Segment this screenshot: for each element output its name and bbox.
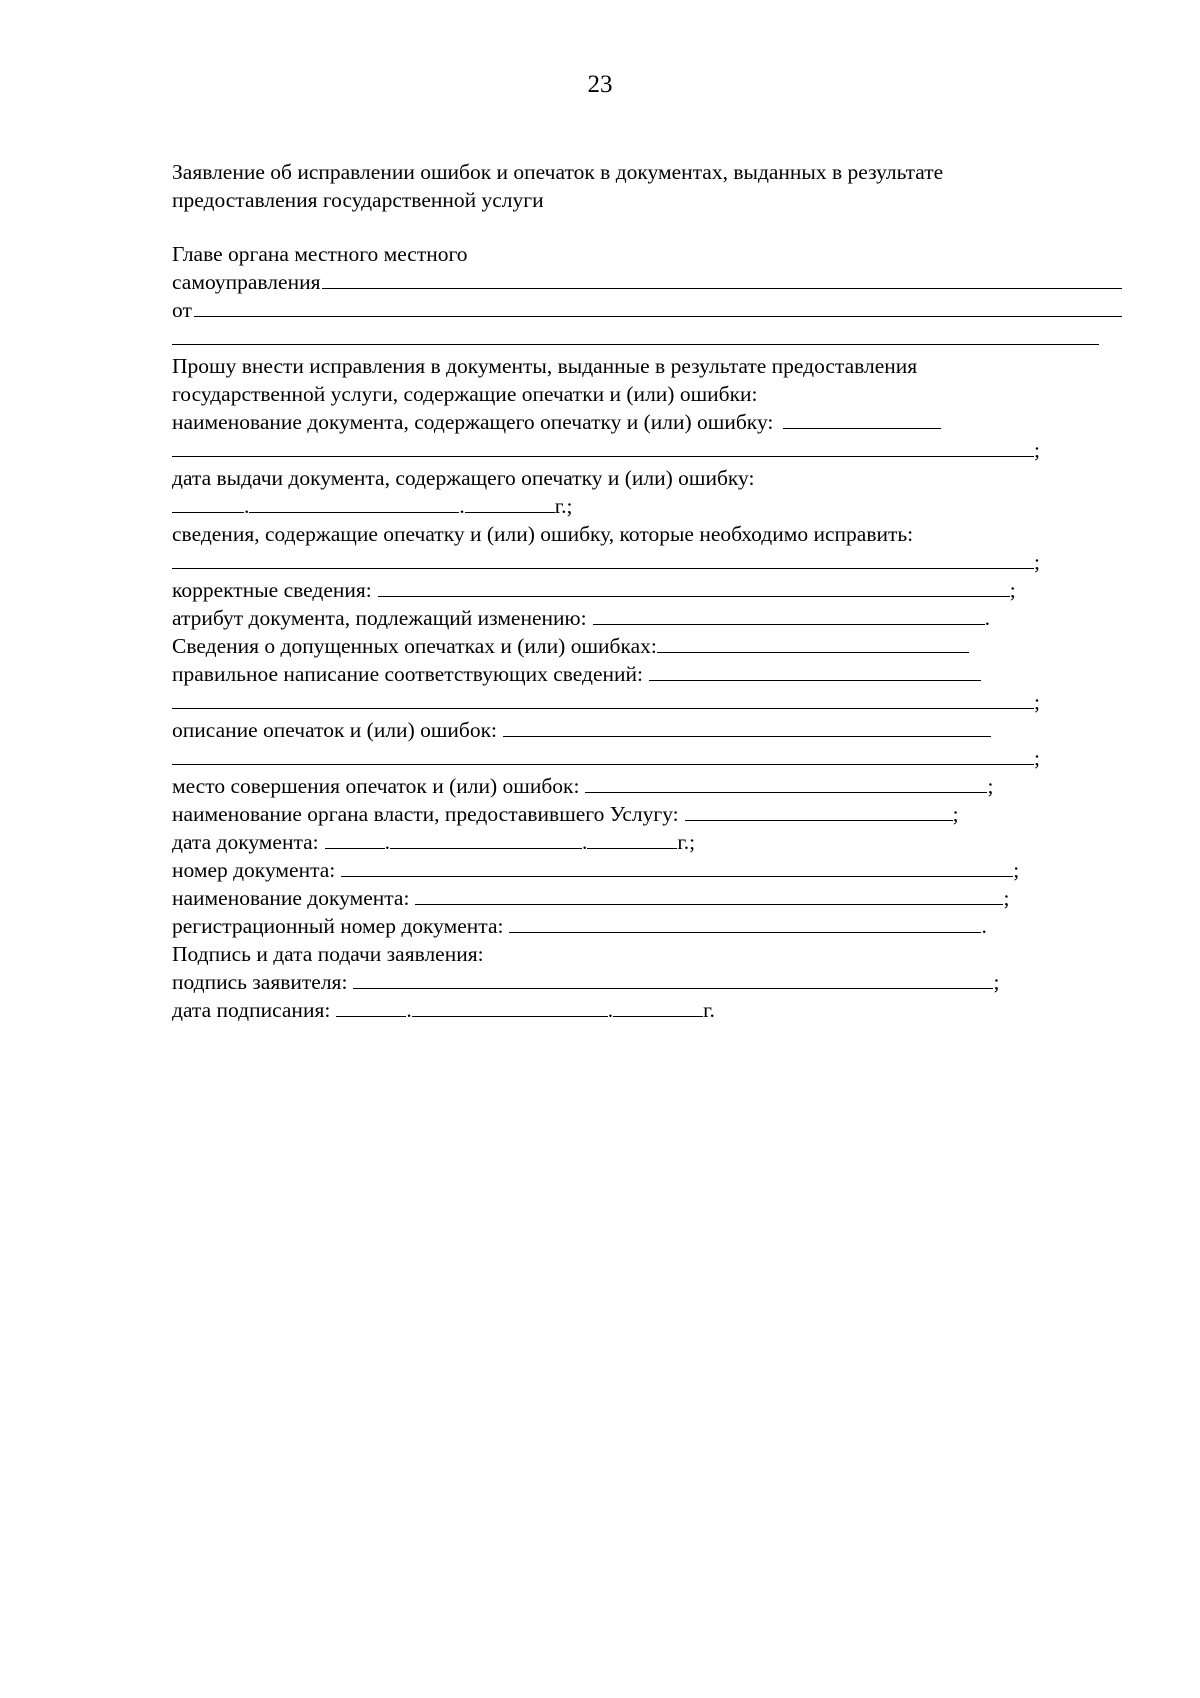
authority-label: наименование органа власти, предоставившего Услугу: xyxy=(172,802,679,826)
recipient-line-4 xyxy=(172,324,1122,352)
doc-title-label: наименование документа: xyxy=(172,886,410,910)
recipient-line-1 xyxy=(172,240,1122,268)
info-to-fix-line xyxy=(172,520,1072,548)
date-dot: . xyxy=(607,998,614,1022)
doc-day-blank[interactable] xyxy=(325,828,385,849)
request-line-2 xyxy=(172,380,1072,408)
recipient-block xyxy=(172,240,1122,352)
document-title xyxy=(172,158,1092,214)
doc-name-line xyxy=(172,408,1072,436)
doc-date-line xyxy=(172,828,1072,856)
correct-info-line xyxy=(172,576,1072,604)
issue-date-line xyxy=(172,464,1072,492)
info-to-fix-fields xyxy=(172,548,1072,576)
date-dot: . xyxy=(582,830,588,854)
title-line-2: предоставления государственной услуги xyxy=(172,188,544,212)
period: . xyxy=(981,914,987,938)
typo-place-label: место совершения опечаток и (или) ошибок: xyxy=(172,774,580,798)
reg-number-blank[interactable] xyxy=(509,912,981,933)
title-line-1: Заявление об исправлении ошибок и опечаток в документах, выданных в результате xyxy=(172,160,944,184)
issue-day-blank[interactable] xyxy=(172,492,244,513)
semicolon: ; xyxy=(987,774,994,798)
doc-month-blank[interactable] xyxy=(390,828,582,849)
applicant-signature-blank[interactable] xyxy=(353,968,993,989)
signing-date-line xyxy=(172,996,1072,1024)
recipient-label: Главе органа местного местного xyxy=(172,242,468,266)
from-blank-continued[interactable] xyxy=(172,324,1099,345)
correct-info-blank[interactable] xyxy=(378,576,1010,597)
correct-spelling-label: правильное написание соответствующих сведений: xyxy=(172,662,644,686)
typo-place-blank[interactable] xyxy=(585,772,987,793)
semicolon: ; xyxy=(1034,550,1040,574)
signing-year-blank[interactable] xyxy=(613,996,703,1017)
year-suffix: г.; xyxy=(554,494,573,518)
from-label: от xyxy=(172,298,192,322)
period: . xyxy=(984,606,990,630)
correct-info-label: корректные сведения: xyxy=(172,578,372,602)
applicant-signature-line xyxy=(172,968,1072,996)
reg-number-line xyxy=(172,912,1072,940)
signature-heading-line xyxy=(172,940,1072,968)
signing-date-label: дата подписания: xyxy=(172,998,331,1022)
recipient-line-3 xyxy=(172,296,1122,324)
semicolon: ; xyxy=(1009,578,1016,602)
typo-description-line xyxy=(172,716,1072,744)
authority-line xyxy=(172,800,1072,828)
semicolon: ; xyxy=(993,970,1000,994)
typos-info-line xyxy=(172,632,1072,660)
semicolon: ; xyxy=(1013,858,1020,882)
signing-month-blank[interactable] xyxy=(412,996,608,1017)
typo-description-line-2 xyxy=(172,744,1072,772)
typo-description-blank[interactable] xyxy=(503,716,991,737)
correct-spelling-line xyxy=(172,660,1072,688)
date-dot: . xyxy=(244,494,250,518)
typos-info-label: Сведения о допущенных опечатках и (или) ошибках: xyxy=(172,634,657,658)
date-dot: . xyxy=(459,494,465,518)
doc-number-line xyxy=(172,856,1072,884)
doc-title-line xyxy=(172,884,1072,912)
self-government-blank[interactable] xyxy=(322,268,1122,289)
semicolon: ; xyxy=(1003,886,1010,910)
date-dot: . xyxy=(384,830,391,854)
doc-title-blank[interactable] xyxy=(415,884,1003,905)
reg-number-label: регистрационный номер документа: xyxy=(172,914,504,938)
typo-place-line xyxy=(172,772,1072,800)
doc-name-blank-2[interactable] xyxy=(172,436,1034,457)
attribute-label: атрибут документа, подлежащий изменению: xyxy=(172,606,587,630)
application-form xyxy=(172,352,1072,1024)
correct-spelling-line-2 xyxy=(172,688,1072,716)
date-dot: . xyxy=(406,998,412,1022)
issue-year-blank[interactable] xyxy=(465,492,555,513)
applicant-signature-label: подпись заявителя: xyxy=(172,970,348,994)
self-government-label: самоуправления xyxy=(172,270,321,294)
issue-date-fields xyxy=(172,492,1072,520)
signature-heading: Подпись и дата подачи заявления: xyxy=(172,942,484,966)
from-blank[interactable] xyxy=(194,296,1122,317)
correct-spelling-blank-2[interactable] xyxy=(172,688,1034,709)
year-suffix: г.; xyxy=(677,830,696,854)
typos-info-blank[interactable] xyxy=(657,632,969,653)
typo-description-label: описание опечаток и (или) ошибок: xyxy=(172,718,498,742)
request-line-1 xyxy=(172,352,1072,380)
semicolon: ; xyxy=(952,802,959,826)
typo-description-blank-2[interactable] xyxy=(172,744,1034,765)
doc-year-blank[interactable] xyxy=(587,828,677,849)
doc-name-line-2 xyxy=(172,436,1072,464)
request-text-1: Прошу внести исправления в документы, выданные в результате предоставления xyxy=(172,354,918,378)
semicolon: ; xyxy=(1034,746,1040,770)
doc-name-blank[interactable] xyxy=(783,408,941,429)
signing-day-blank[interactable] xyxy=(336,996,406,1017)
semicolon: ; xyxy=(1034,690,1040,714)
recipient-line-2 xyxy=(172,268,1122,296)
info-to-fix-blank[interactable] xyxy=(172,548,1034,569)
semicolon: ; xyxy=(1034,438,1040,462)
authority-blank[interactable] xyxy=(685,800,953,821)
doc-name-label: наименование документа, содержащего опечатку и (или) ошибку: xyxy=(172,410,774,434)
doc-number-blank[interactable] xyxy=(341,856,1013,877)
request-text-2: государственной услуги, содержащие опечатки и (или) ошибки: xyxy=(172,382,758,406)
issue-month-blank[interactable] xyxy=(249,492,459,513)
info-to-fix-label: сведения, содержащие опечатку и (или) ошибку, которые необходимо исправить: xyxy=(172,522,914,546)
year-suffix: г. xyxy=(703,998,715,1022)
page-number: 23 xyxy=(587,71,613,98)
correct-spelling-blank[interactable] xyxy=(649,660,981,681)
doc-date-label: дата документа: xyxy=(172,830,319,854)
doc-number-label: номер документа: xyxy=(172,858,336,882)
issue-date-label: дата выдачи документа, содержащего опечатку и (или) ошибку: xyxy=(172,466,755,490)
attribute-blank[interactable] xyxy=(593,604,985,625)
attribute-line xyxy=(172,604,1072,632)
